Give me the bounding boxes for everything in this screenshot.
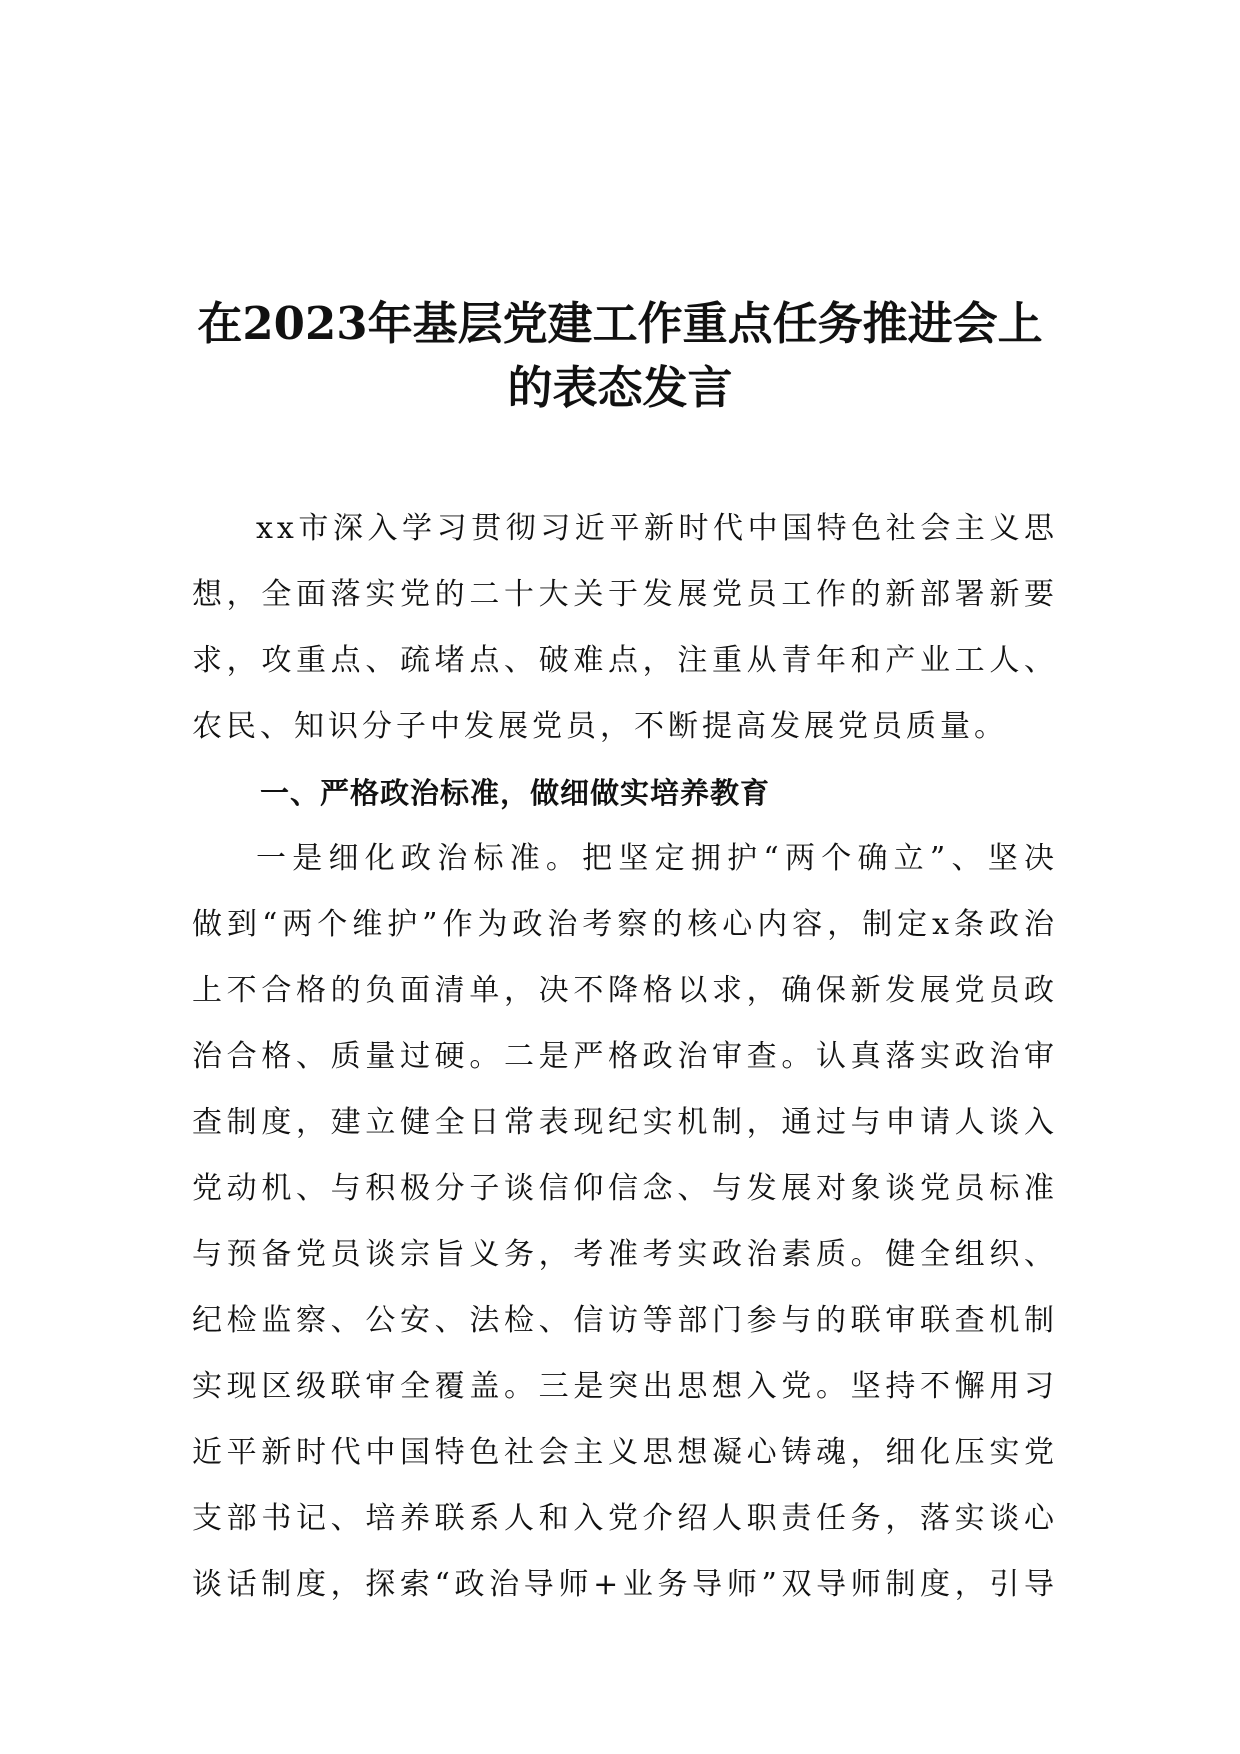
intro-line-3: 求，攻重点、疏堵点、破难点，注重从青年和产业工人、 bbox=[192, 643, 1058, 678]
section-1-line-8: 纪检监察、公安、法检、信访等部门参与的联审联查机制 bbox=[192, 1303, 1058, 1338]
section-1-line-11: 支部书记、培养联系人和入党介绍人职责任务，落实谈心 bbox=[192, 1501, 1058, 1536]
title-line-1: 在2023年基层党建工作重点任务推进会上 bbox=[197, 297, 1043, 350]
document-body bbox=[192, 496, 1058, 1618]
section-1-line-5: 查制度，建立健全日常表现纪实机制，通过与申请人谈入 bbox=[192, 1105, 1058, 1140]
section-1-line-3: 上不合格的负面清单，决不降格以求，确保新发展党员政 bbox=[192, 973, 1058, 1008]
section-1-line-2: 做到“两个维护”作为政治考察的核心内容，制定x条政治 bbox=[192, 907, 1058, 942]
section-1-line-7: 与预备党员谈宗旨义务，考准考实政治素质。健全组织、 bbox=[192, 1237, 1058, 1272]
intro-line-1: xx市深入学习贯彻习近平新时代中国特色社会主义思 bbox=[256, 511, 1058, 546]
section-1-line-4: 治合格、质量过硬。二是严格政治审查。认真落实政治审 bbox=[192, 1039, 1058, 1074]
section-1-line-9: 实现区级联审全覆盖。三是突出思想入党。坚持不懈用习 bbox=[192, 1369, 1058, 1404]
intro-line-2: 想，全面落实党的二十大关于发展党员工作的新部署新要 bbox=[192, 577, 1058, 612]
section-1-paragraph bbox=[192, 826, 1058, 1618]
title-line-2: 的表态发言 bbox=[507, 361, 733, 414]
section-1-line-6: 党动机、与积极分子谈信仰信念、与发展对象谈党员标准 bbox=[192, 1171, 1058, 1206]
intro-paragraph bbox=[192, 496, 1058, 760]
section-1-line-12: 谈话制度，探索“政治导师+业务导师”双导师制度，引导 bbox=[192, 1567, 1058, 1602]
section-1-line-1: 一是细化政治标准。把坚定拥护“两个确立”、坚决 bbox=[256, 841, 1058, 876]
section-1-line-10: 近平新时代中国特色社会主义思想凝心铸魂，细化压实党 bbox=[192, 1435, 1058, 1470]
intro-line-4: 农民、知识分子中发展党员，不断提高发展党员质量。 bbox=[192, 709, 1008, 744]
document-title bbox=[150, 292, 1090, 420]
section-1-heading: 一、严格政治标准，做细做实培养教育 bbox=[260, 776, 771, 810]
